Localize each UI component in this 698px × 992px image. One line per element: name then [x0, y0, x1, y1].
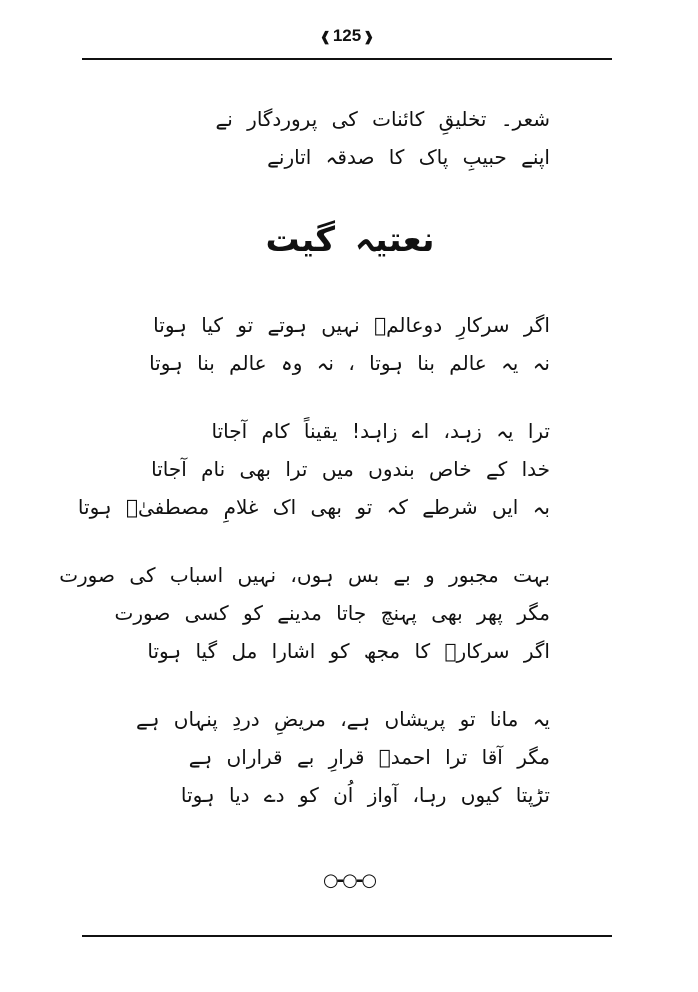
verse-line: تڑپتا کیوں رہا، آواز اُن کو دے دیا ہوتا [180, 783, 550, 807]
header-rule [82, 58, 612, 60]
intro-verse [150, 100, 550, 176]
verse-line: بہ ایں شرطے کہ تو بھی اک غلامِ مصطفیٰؐ ہوتا [77, 495, 550, 519]
footer-rule [82, 935, 612, 937]
verse-line: مگر پھر بھی پہنچ جاتا مدینے کو کسی صورت [114, 601, 550, 625]
page-number-badge [316, 26, 378, 46]
intro-line: شعر۔ تخلیقِ کائنات کی پروردگار نے [215, 107, 550, 131]
end-ornament-icon: ○-○-○ [322, 870, 376, 891]
stanza-3 [59, 556, 550, 670]
poem-title: نعتیہ گیت [265, 220, 435, 260]
page-header [82, 22, 612, 60]
intro-line: اپنے حبیبِ پاک کا صدقہ اتارنے [267, 145, 550, 169]
page-number: 125 [332, 26, 362, 45]
verse-line: اگر سرکارؐ کا مجھ کو اشارا مل گیا ہوتا [147, 639, 550, 663]
verse-line: خدا کے خاص بندوں میں ترا بھی نام آجاتا [151, 457, 550, 481]
ornament-left-icon: ❰ [319, 28, 331, 44]
stanza-1 [150, 306, 550, 382]
verse-line: مگر آقا ترا احمدؔ قرارِ بے قراراں ہے [188, 745, 550, 769]
verse-line: ترا یہ زہد، اے زاہد! یقیناً کام آجاتا [211, 419, 550, 443]
verse-line: نہ یہ عالم بنا ہوتا ، نہ وہ عالم بنا ہوتا [149, 351, 550, 375]
verse-line: یہ مانا تو پریشاں ہے، مریضِ دردِ پنہاں ہے [135, 707, 550, 731]
poem-body [59, 100, 550, 814]
verse-line: بہت مجبور و بے بس ہوں، نہیں اسباب کی صورت [59, 563, 550, 587]
stanza-4 [135, 700, 550, 814]
stanza-2 [77, 412, 550, 526]
verse-line: اگر سرکارِ دوعالمؐ نہیں ہوتے تو کیا ہوتا [153, 313, 550, 337]
ornament-right-icon: ❱ [363, 28, 375, 44]
